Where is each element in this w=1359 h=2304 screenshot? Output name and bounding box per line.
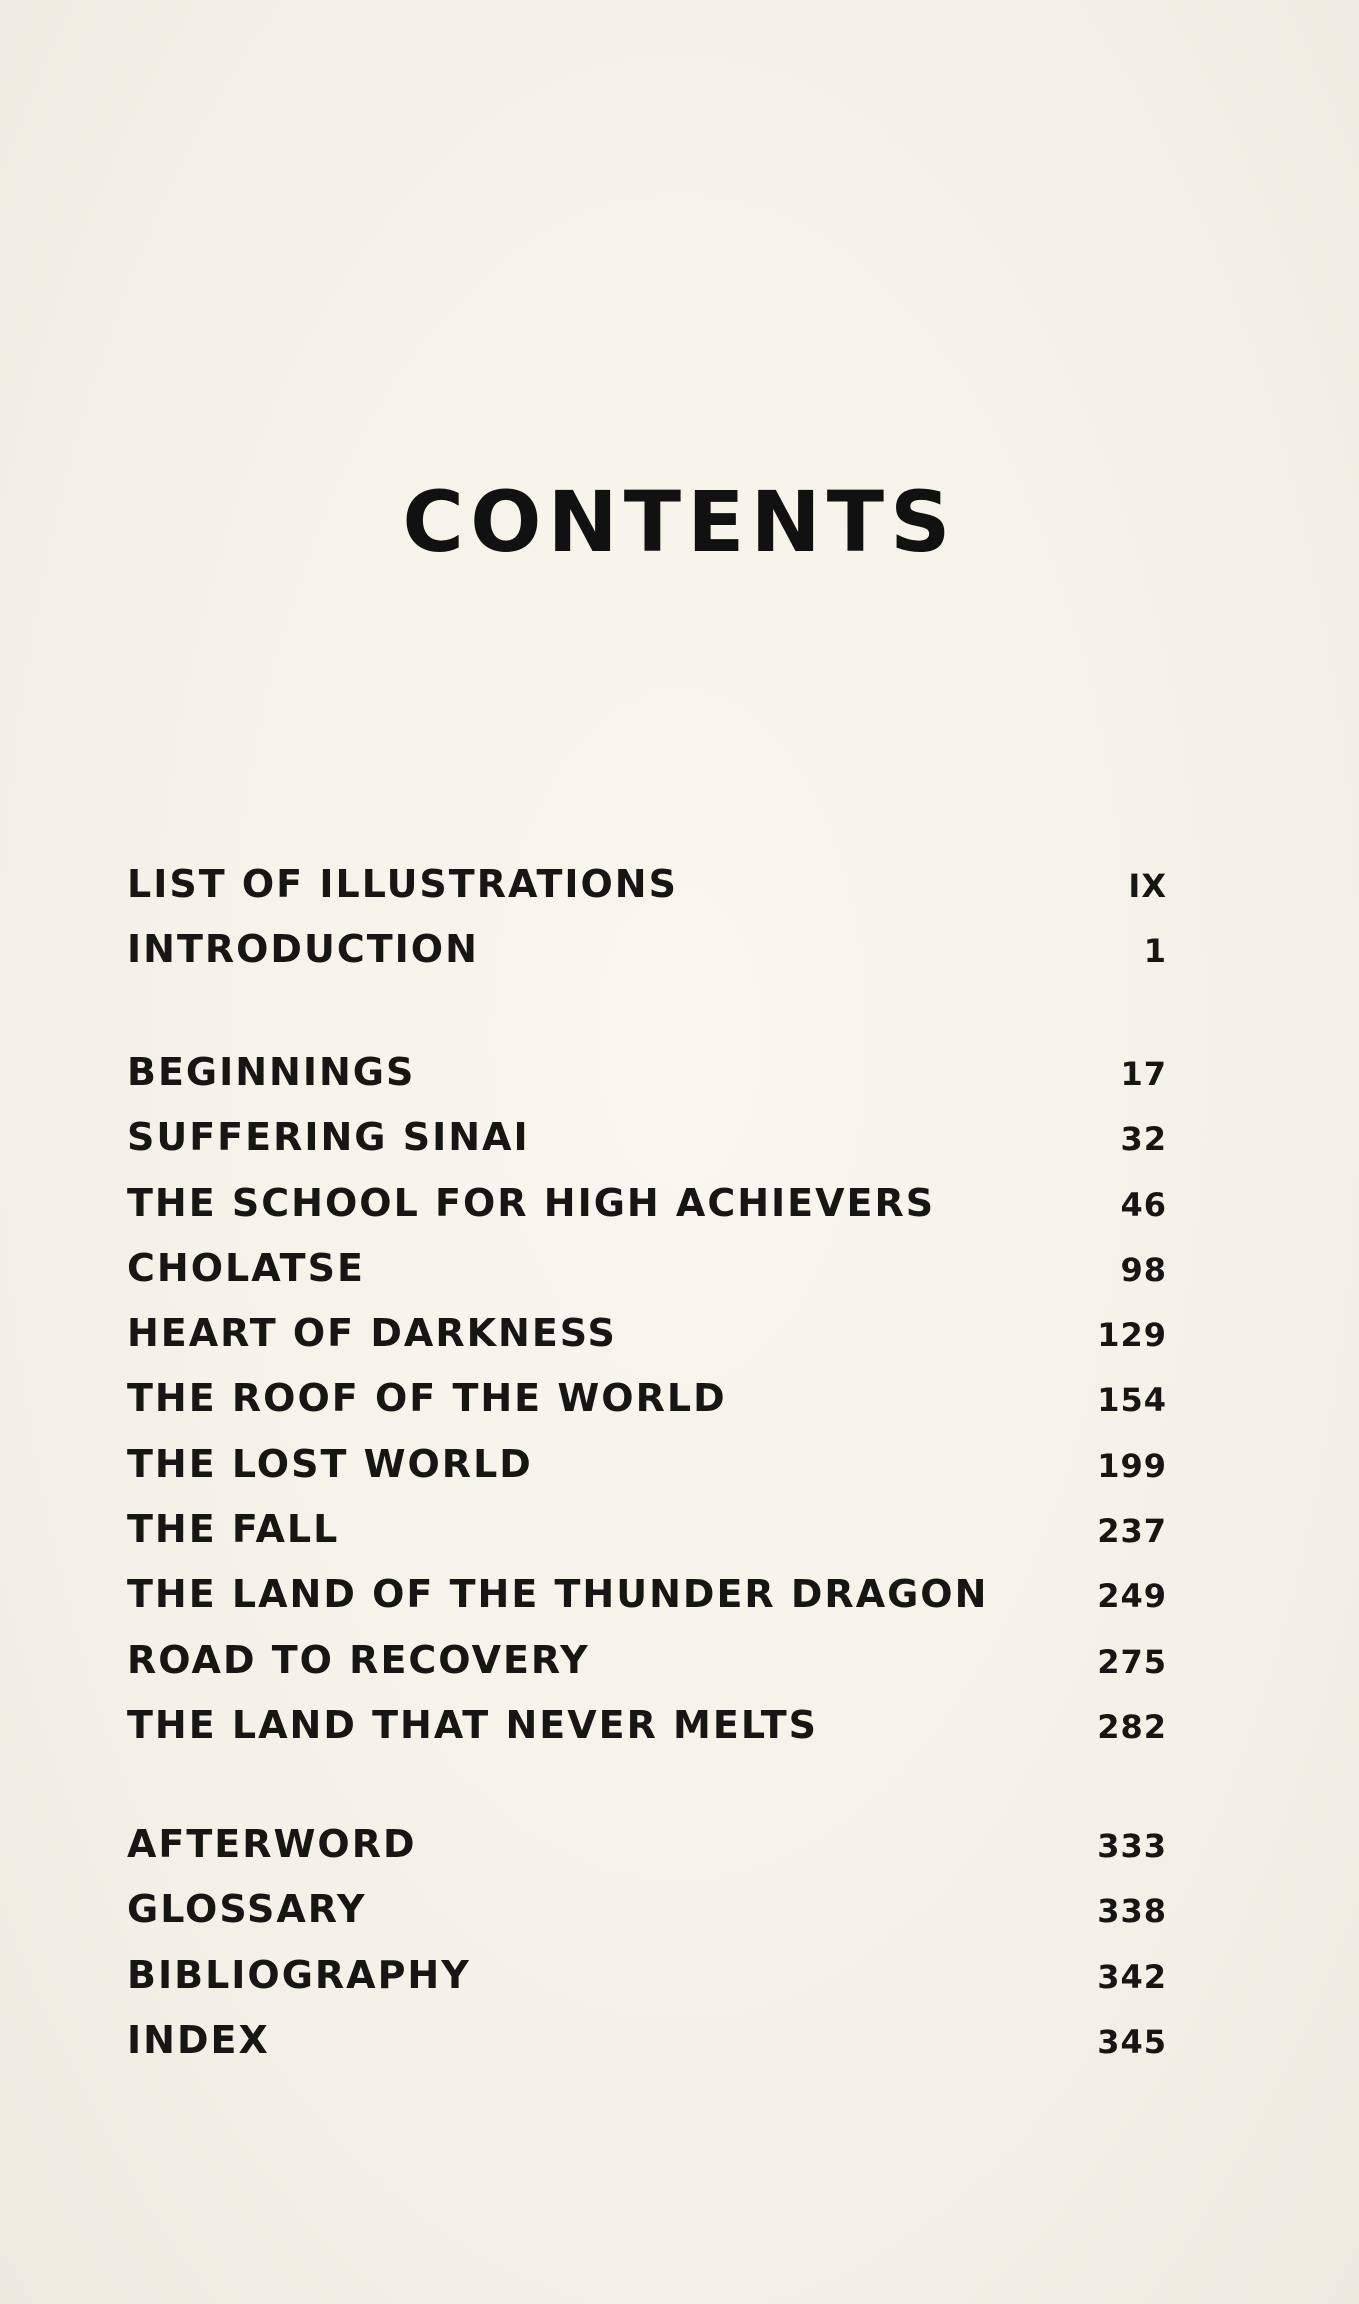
toc-entry <box>127 1638 1167 1703</box>
toc-entry-title: INDEX <box>127 2017 270 2062</box>
toc-entry <box>127 1311 1167 1376</box>
toc-entry-title: THE ROOF OF THE WORLD <box>127 1376 727 1421</box>
toc-entry-title: BEGINNINGS <box>127 1050 416 1094</box>
toc-entry-title: SUFFERING SINAI <box>127 1115 530 1160</box>
toc-front-matter <box>127 862 1167 993</box>
toc-entry-page-number: 46 <box>1120 1185 1167 1224</box>
toc-entry-page-number: 199 <box>1097 1446 1167 1485</box>
toc-entry-title: BIBLIOGRAPHY <box>127 1952 471 1997</box>
toc-entry-page-number: 333 <box>1097 1827 1167 1865</box>
toc-entry <box>127 1507 1167 1572</box>
toc-entry-page-number: 17 <box>1120 1055 1167 1093</box>
toc-entry <box>127 2018 1167 2083</box>
toc-entry-title: THE LAND OF THE THUNDER DRAGON <box>127 1572 989 1617</box>
toc-entry <box>127 1703 1167 1768</box>
toc-entry <box>127 1181 1167 1246</box>
toc-entry-title: INTRODUCTION <box>127 927 479 972</box>
toc-entry <box>127 1953 1167 2018</box>
toc-entry-page-number: 237 <box>1097 1512 1167 1551</box>
toc-entry-page-number: 345 <box>1097 2022 1167 2061</box>
toc-entry-title: AFTERWORD <box>127 1822 417 1866</box>
toc-entry-title: THE SCHOOL FOR HIGH ACHIEVERS <box>127 1180 936 1225</box>
toc-entry-page-number: 275 <box>1097 1642 1167 1681</box>
toc-entry-page-number: 32 <box>1120 1120 1167 1159</box>
toc-entry-page-number: 154 <box>1097 1381 1167 1420</box>
toc-entry-title: LIST OF ILLUSTRATIONS <box>127 862 678 906</box>
toc-entry-page-number: 342 <box>1097 1957 1167 1996</box>
toc-entry-title: CHOLATSE <box>127 1245 365 1290</box>
toc-entry-page-number: 338 <box>1097 1892 1167 1931</box>
toc-entry <box>127 1050 1167 1115</box>
toc-entry-title: THE FALL <box>127 1507 340 1552</box>
toc-entry <box>127 1572 1167 1637</box>
toc-entry-title: GLOSSARY <box>127 1887 367 1932</box>
toc-entry <box>127 1376 1167 1441</box>
toc-entry-page-number: 249 <box>1097 1577 1167 1616</box>
toc-entry-title: THE LAND THAT NEVER MELTS <box>127 1702 819 1747</box>
toc-entry-page-number: 98 <box>1120 1250 1167 1289</box>
toc-entry <box>127 927 1167 992</box>
toc-entry-title: THE LOST WORLD <box>127 1441 533 1486</box>
toc-entry <box>127 1442 1167 1507</box>
toc-entry-page-number: IX <box>1128 867 1167 905</box>
toc-entry-title: ROAD TO RECOVERY <box>127 1637 590 1682</box>
toc-entry <box>127 862 1167 927</box>
toc-entry <box>127 1246 1167 1311</box>
toc-entry-page-number: 282 <box>1097 1707 1167 1746</box>
page-title: CONTENTS <box>402 473 957 571</box>
toc-entry <box>127 1822 1167 1887</box>
toc-chapters <box>127 1050 1167 1768</box>
toc-entry-page-number: 129 <box>1097 1316 1167 1355</box>
toc-back-matter <box>127 1822 1167 2083</box>
toc-entry <box>127 1115 1167 1180</box>
toc-entry-title: HEART OF DARKNESS <box>127 1311 617 1356</box>
toc-entry <box>127 1887 1167 1952</box>
toc-entry-page-number: 1 <box>1143 932 1167 971</box>
